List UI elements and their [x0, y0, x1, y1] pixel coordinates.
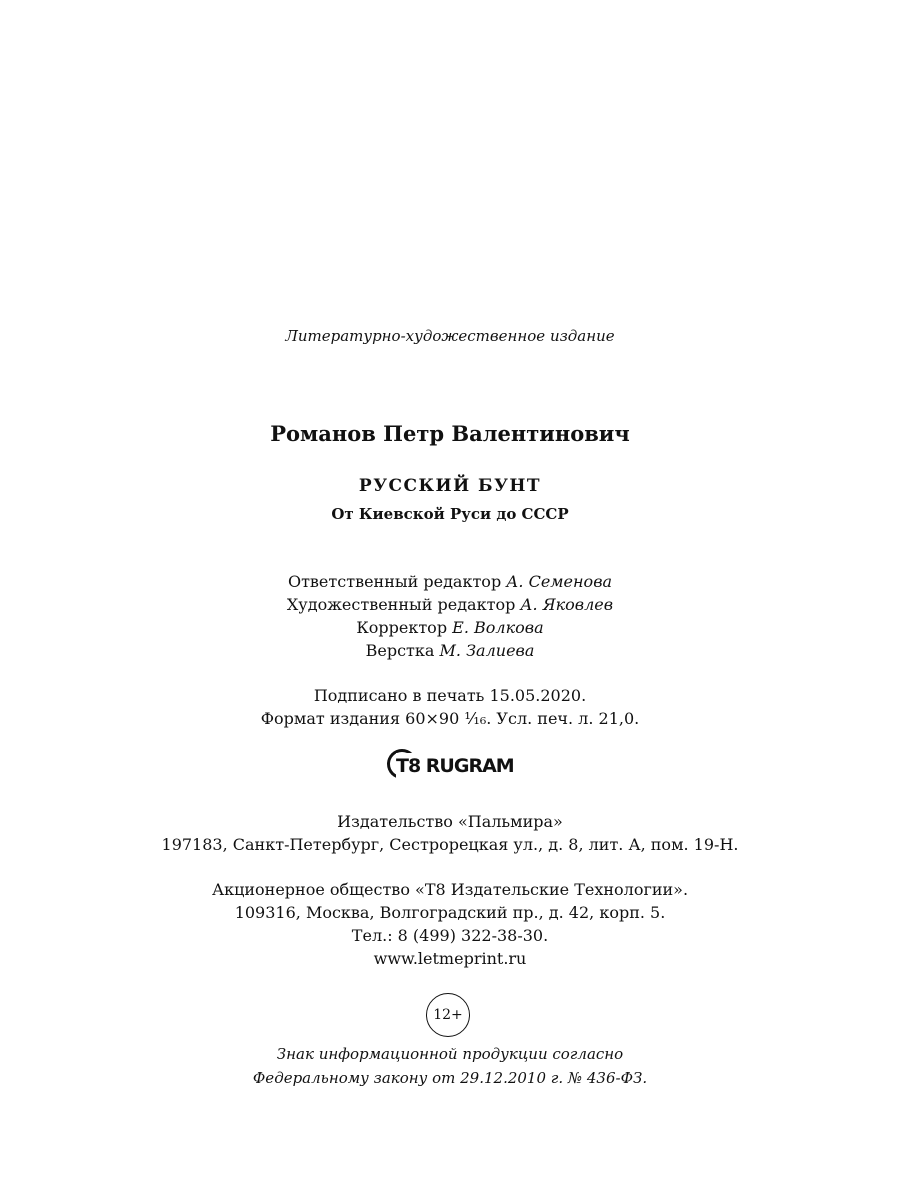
age-rating-badge: 12+	[426, 993, 470, 1037]
credit-name: М. Залиева	[439, 641, 535, 660]
credit-line	[0, 593, 900, 616]
credit-name: А. Яковлев	[520, 595, 614, 614]
credits-block	[0, 570, 900, 662]
printer-name: Акционерное общество «Т8 Издательские Технологии».	[211, 880, 689, 899]
edition-type: Литературно-художественное издание	[285, 327, 615, 345]
credit-name: Е. Волкова	[452, 618, 544, 637]
age-rating-note	[0, 1042, 900, 1090]
book-title: РУССКИЙ БУНТ	[358, 476, 542, 496]
age-note-line: Федеральному закону от 29.12.2010 г. № 436-ФЗ.	[252, 1069, 648, 1087]
publisher-block	[0, 810, 900, 856]
credit-line	[0, 616, 900, 639]
credit-line	[0, 570, 900, 593]
printer-website: www.letmeprint.ru	[373, 949, 527, 968]
credit-role: Верстка	[365, 641, 435, 660]
credit-name: А. Семенова	[506, 572, 613, 591]
credit-role: Художественный редактор	[286, 595, 516, 614]
publisher-name: Издательство «Пальмира»	[337, 812, 563, 831]
print-info-block	[0, 684, 900, 730]
t8-rugram-logo-icon	[387, 747, 517, 785]
author-name: Романов Петр Валентинович	[270, 421, 630, 446]
printer-address: 109316, Москва, Волгоградский пр., д. 42, корп. 5.	[234, 903, 666, 922]
credit-role: Корректор	[356, 618, 448, 637]
printer-phone: Тел.: 8 (499) 322-38-30.	[351, 926, 549, 945]
book-subtitle: От Киевской Руси до СССР	[331, 505, 569, 523]
print-signed: Подписано в печать 15.05.2020.	[313, 686, 587, 705]
printer-block	[0, 878, 900, 970]
publisher-address: 197183, Санкт-Петербург, Сестрорецкая ул., д. 8, лит. А, пом. 19-Н.	[161, 835, 739, 854]
logo-text: T8 RUGRAM	[396, 755, 514, 777]
age-note-line: Знак информационной продукции согласно	[276, 1045, 624, 1063]
print-format: Формат издания 60×90 ¹⁄₁₆. Усл. печ. л. 21,0.	[260, 709, 640, 728]
credit-role: Ответственный редактор	[287, 572, 502, 591]
credit-line	[0, 639, 900, 662]
